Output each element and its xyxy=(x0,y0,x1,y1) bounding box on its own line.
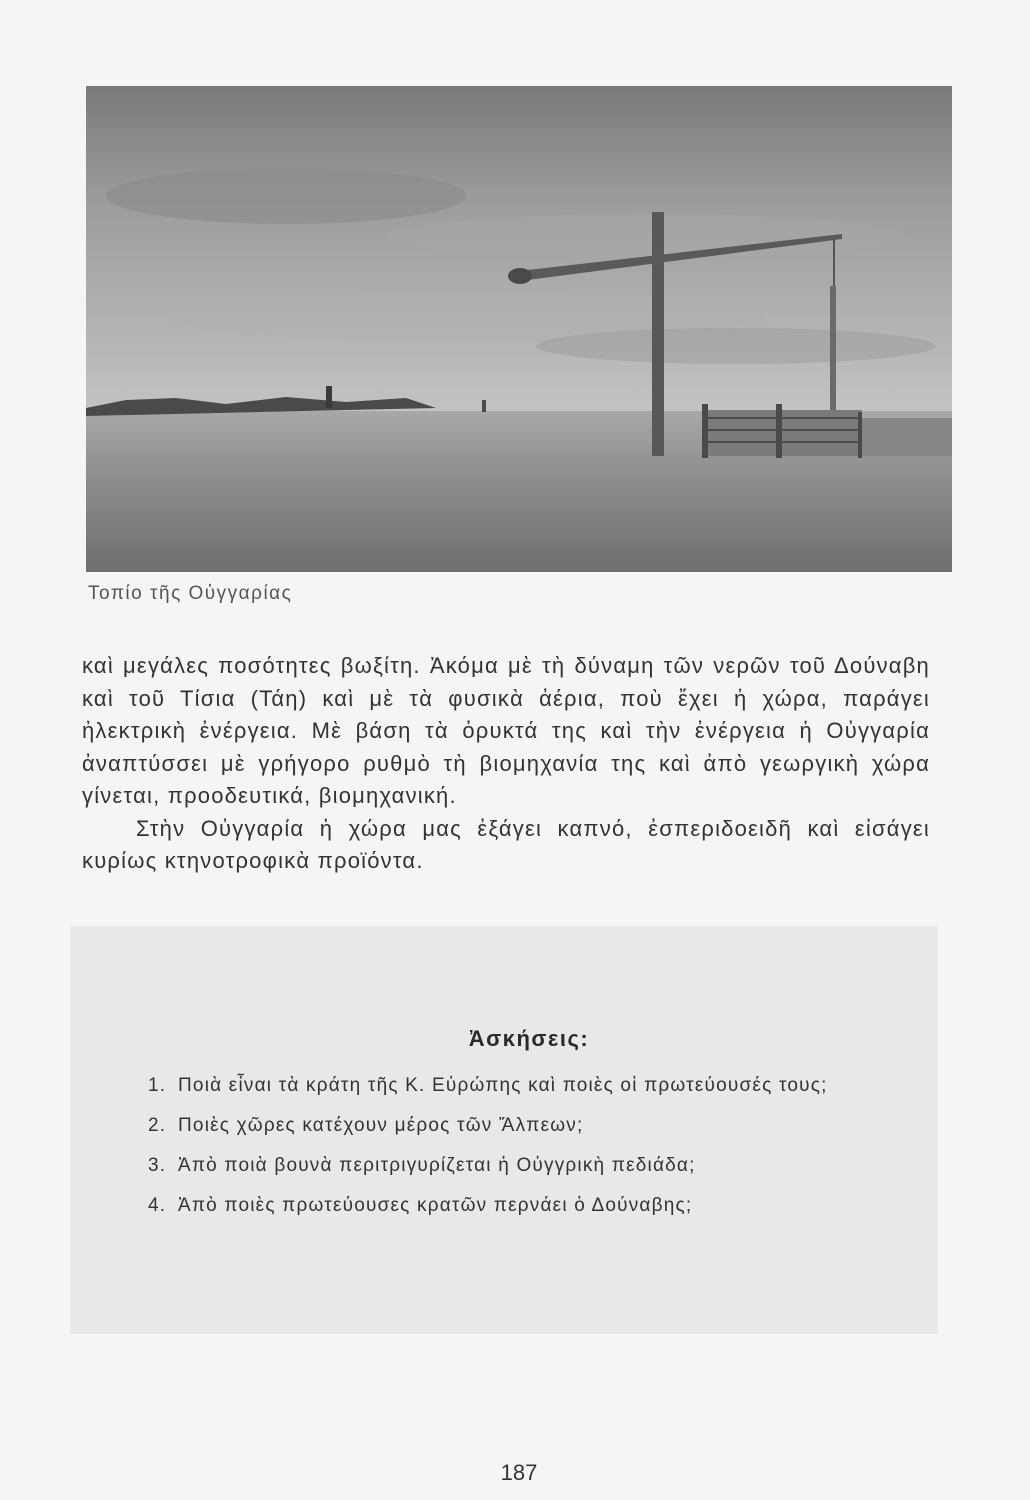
exercises-list xyxy=(148,1072,848,1232)
exercises-box xyxy=(70,926,938,1334)
exercise-text: Ἀπὸ ποιὲς πρωτεύουσες κρατῶν περνάει ὁ Δούναβης; xyxy=(178,1195,693,1216)
figure-caption: Τοπίο τῆς Οὐγγαρίας xyxy=(88,583,293,604)
exercise-item xyxy=(148,1152,848,1180)
exercise-text: Ἀπὸ ποιὰ βουνὰ περιτριγυρίζεται ἡ Οὐγγρικὴ πεδιάδα; xyxy=(178,1155,696,1176)
exercise-number: 1. xyxy=(148,1075,167,1096)
exercise-item xyxy=(148,1112,848,1140)
exercises-title: Ἀσκήσεις: xyxy=(468,1026,590,1051)
exercise-text: Ποιὰ εἶναι τὰ κράτη τῆς Κ. Εὐρώπης καὶ ποιὲς οἱ πρωτεύουσές τους; xyxy=(178,1075,828,1096)
page-number: 187 xyxy=(500,1460,538,1485)
landscape-photo xyxy=(86,86,952,572)
exercise-item xyxy=(148,1192,848,1220)
body-paragraph: καὶ μεγάλες ποσότητες βωξίτη. Ἀκόμα μὲ τὴ δύναμη τῶν νερῶν τοῦ Δούναβη καὶ τοῦ Τίσια (Τάη) καὶ μὲ τὰ φυσικὰ ἀέρια, ποὺ ἔχει ἡ χώρα, παράγει ἠλεκτρικὴ ἐνέργεια. Μὲ βάση τὰ ὀρυκτά της καὶ τὴν ἐνέργεια ἡ Οὐγγαρία ἀναπτύσσει μὲ γρήγορο ρυθμὸ τὴ βιομηχανία της καὶ ἀπὸ γεωργικὴ χώρα γίνεται, προοδευτικά, βιομηχανική. xyxy=(82,653,930,808)
body-text xyxy=(82,650,930,878)
exercise-number: 2. xyxy=(148,1115,167,1136)
exercise-number: 4. xyxy=(148,1195,167,1216)
body-paragraph: Στὴν Οὐγγαρία ἡ χώρα μας ἐξάγει καπνό, ἐσπεριδοειδῆ καὶ εἰσάγει κυρίως κτηνοτροφικὰ προϊόντα. xyxy=(82,815,930,873)
exercise-number: 3. xyxy=(148,1155,167,1176)
exercise-text: Ποιὲς χῶρες κατέχουν μέρος τῶν Ἄλπεων; xyxy=(178,1115,584,1136)
exercise-item xyxy=(148,1072,848,1100)
